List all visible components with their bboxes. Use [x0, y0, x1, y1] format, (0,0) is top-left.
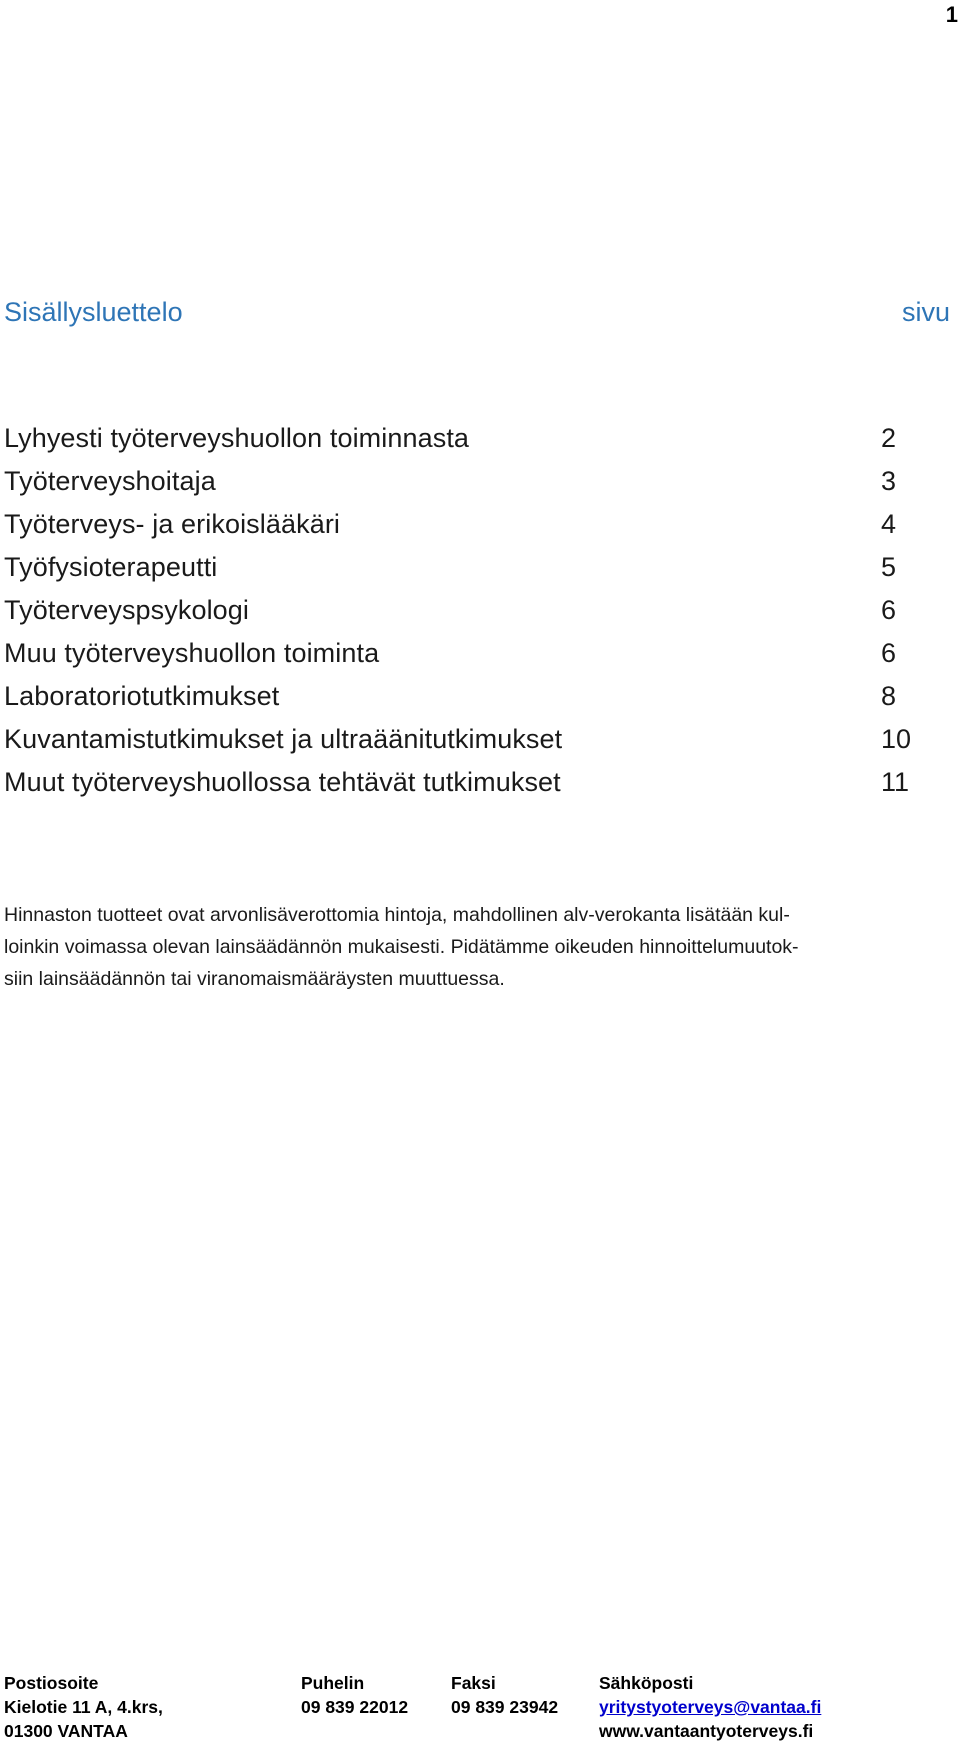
toc-item-label: Lyhyesti työterveyshuollon toiminnasta — [4, 423, 470, 453]
toc-item-label: Työterveyspsykologi — [4, 595, 250, 625]
fax-heading: Faksi — [451, 1673, 496, 1693]
toc-item-label: Kuvantamistutkimukset ja ultraäänitutkimukset — [4, 724, 563, 754]
toc-item-label: Muu työterveyshuollon toiminta — [4, 638, 380, 668]
toc-item-page: 5 — [881, 552, 897, 582]
toc-header — [4, 297, 950, 328]
email-link[interactable]: yritystyoterveys@vantaa.fi — [599, 1697, 822, 1717]
toc-item-label: Laboratoriotutkimukset — [4, 681, 280, 711]
toc-item-page: 8 — [881, 681, 897, 711]
notice-line: Hinnaston tuotteet ovat arvonlisäverottomia hintoja, mahdollinen alv-verokanta lisätään kul- — [4, 904, 790, 926]
address-column — [4, 1671, 163, 1743]
toc-item[interactable] — [4, 423, 915, 466]
toc-item[interactable] — [4, 638, 915, 681]
toc-item-page: 2 — [881, 423, 897, 453]
toc-item-label: Muut työterveyshuollossa tehtävät tutkimukset — [4, 767, 561, 797]
toc-list — [4, 423, 915, 810]
notice-line: siin lainsäädännön tai viranomaismääräysten muuttuessa. — [4, 968, 505, 990]
toc-item-page: 10 — [881, 724, 912, 754]
toc-item[interactable] — [4, 509, 915, 552]
toc-page-heading: sivu — [901, 297, 950, 327]
toc-item-page: 6 — [881, 595, 897, 625]
toc-item-page: 3 — [881, 466, 897, 496]
phone-number: 09 839 22012 — [301, 1697, 409, 1717]
email-column — [599, 1671, 821, 1743]
notice-line: loinkin voimassa olevan lainsäädännön mukaisesti. Pidätämme oikeuden hinnoittelumuutok- — [4, 936, 799, 958]
email-heading: Sähköposti — [599, 1673, 694, 1693]
address-line: 01300 VANTAA — [4, 1721, 128, 1741]
toc-item[interactable] — [4, 767, 915, 810]
toc-item[interactable] — [4, 724, 915, 767]
toc-item[interactable] — [4, 552, 915, 595]
toc-item-label: Työterveyshoitaja — [4, 466, 216, 496]
address-line: Kielotie 11 A, 4.krs, — [4, 1697, 163, 1717]
toc-item[interactable] — [4, 595, 915, 638]
toc-item-page: 11 — [881, 767, 910, 797]
website-link[interactable]: www.vantaantyoterveys.fi — [599, 1721, 814, 1741]
toc-item[interactable] — [4, 681, 915, 724]
fax-number: 09 839 23942 — [451, 1697, 559, 1717]
address-heading: Postiosoite — [4, 1673, 99, 1693]
toc-item-label: Työfysioterapeutti — [4, 552, 218, 582]
page-number: 1 — [945, 2, 958, 27]
toc-title: Sisällysluettelo — [4, 297, 183, 327]
phone-heading: Puhelin — [301, 1673, 365, 1693]
toc-item-page: 4 — [881, 509, 897, 539]
toc-item-page: 6 — [881, 638, 897, 668]
phone-column — [301, 1671, 408, 1719]
toc-item-label: Työterveys- ja erikoislääkäri — [4, 509, 341, 539]
fax-column — [451, 1671, 558, 1719]
price-notice — [4, 899, 952, 995]
toc-item[interactable] — [4, 466, 915, 509]
